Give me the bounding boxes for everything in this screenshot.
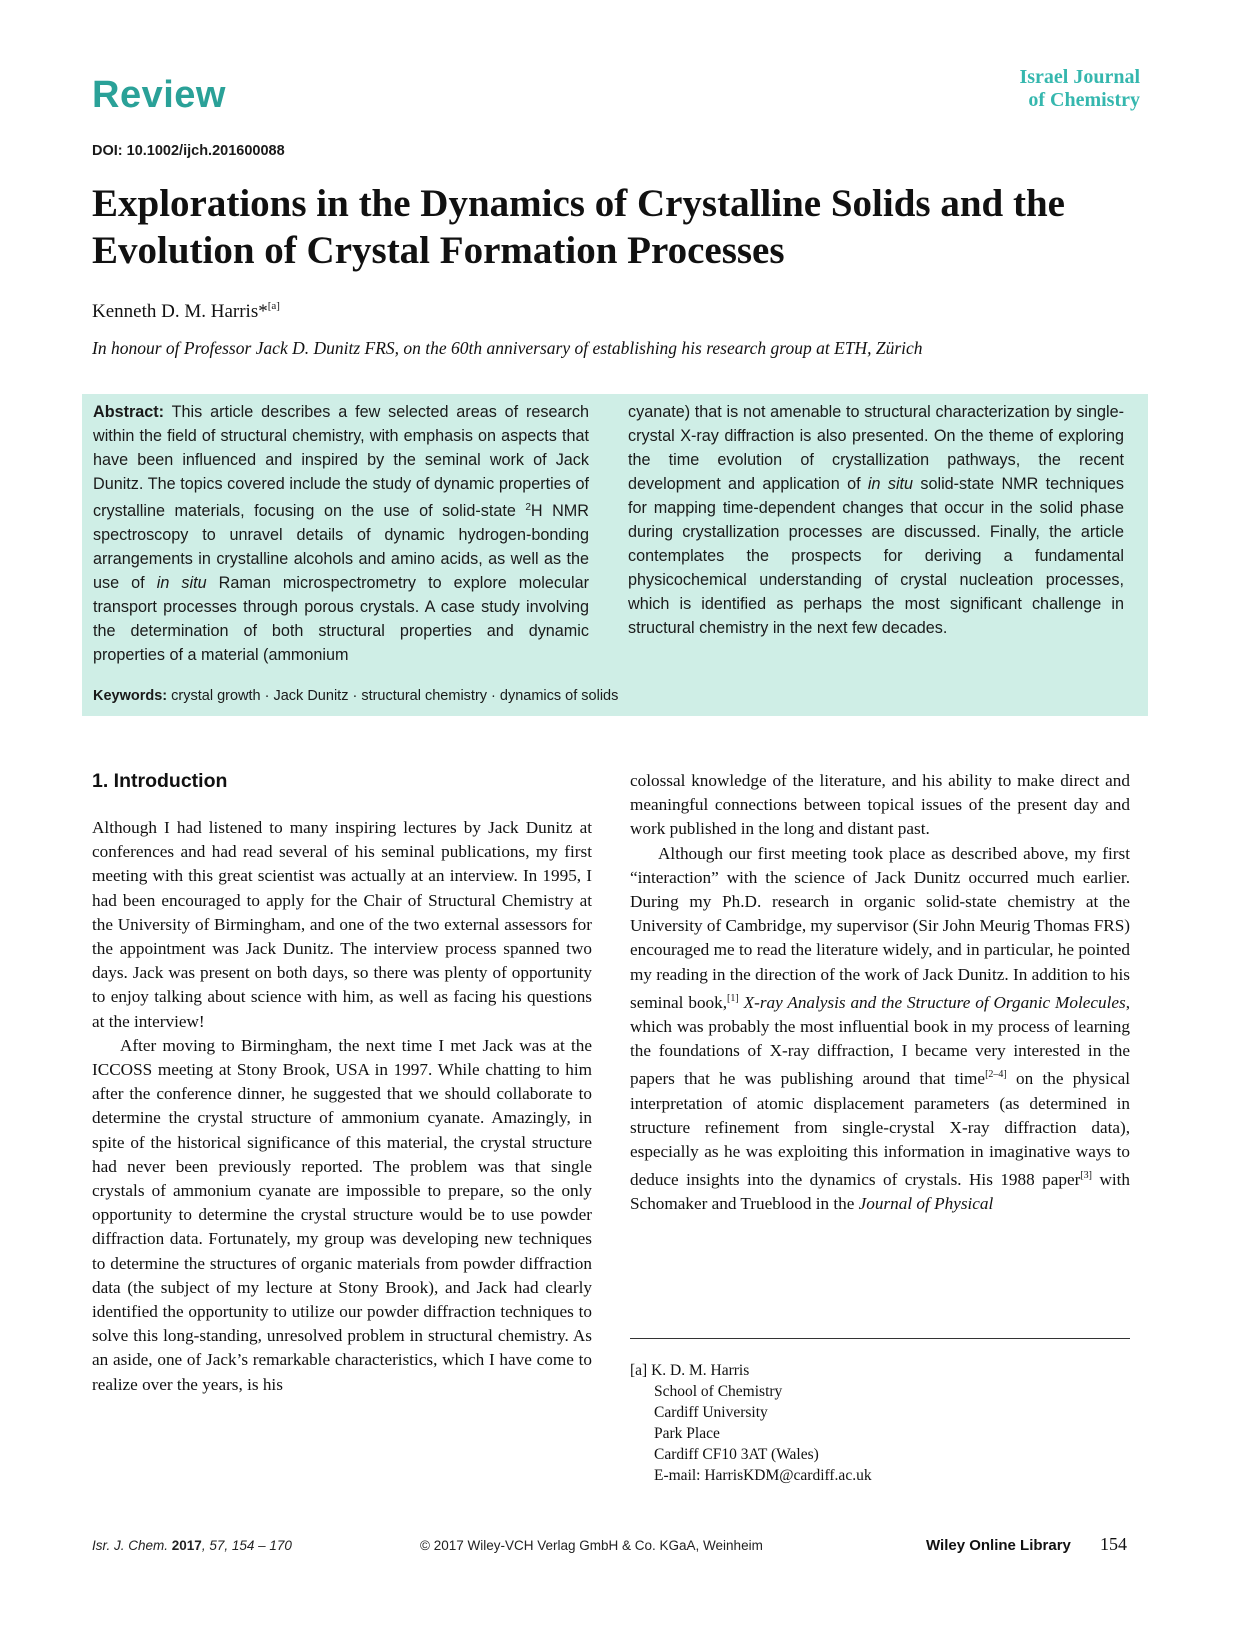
body-column-left	[92, 816, 592, 1397]
paragraph-text: , which was probably the most influential book in my process of learning the foundations of X-ray diffraction, I became very interested in the papers that he was publishing around that time	[630, 992, 1130, 1089]
journal-name: Journal of Physical	[858, 1194, 994, 1214]
footnote-mark: [a]	[630, 1362, 648, 1379]
keywords-text: crystal growth · Jack Dunitz · structural chemistry · dynamics of solids	[167, 688, 619, 704]
keywords	[93, 688, 618, 704]
section-tag: Review	[92, 74, 226, 116]
paragraph: Although I had listened to many inspiring lectures by Jack Dunitz at conferences and had read several of his seminal publications, my first meeting with this great scientist was actually at an interview. In 1995, I had been encouraged to apply for the Chair of Structural Chemistry at the University of Birmingham, and one of the two external assessors for the appointment was Jack Dunitz. The interview process spanned two days. Jack was present on both days, so there was plenty of opportunity to enjoy talking about science with him, as well as facing his questions at the interview!	[92, 818, 592, 1031]
citation-ref[interactable]: [1]	[727, 992, 739, 1004]
abstract-label: Abstract:	[93, 403, 165, 421]
paragraph: After moving to Birmingham, the next time I met Jack was at the ICCOSS meeting at Stony Brook, USA in 1997. While chatting to him after the conference dinner, he suggested that we should collaborate to determine the crystal structure of ammonium cyanate. Amazingly, in spite of the historical significance of this material, the crystal structure had never been previously reported. The problem was that single crystals of ammonium cyanate are impossible to prepare, so the only opportunity to determine the crystal structure would be to use powder diffraction data. Fortunately, my group was developing new techniques to determine the structures of organic materials from powder diffraction data (the subject of my lecture at Stony Brook), and Jack had clearly identified the opportunity to utilize our powder diffraction techniques to solve this long-standing, unresolved problem in structural chemistry. As an aside, one of Jack’s remarkable characteristics, which I have come to realize over the years, is his	[92, 1035, 592, 1394]
book-title: X-ray Analysis and the Structure of Organic Molecules	[738, 992, 1126, 1012]
footnote-line: School of Chemistry	[654, 1383, 783, 1400]
article-title: Explorations in the Dynamics of Crystalline Solids and the Evolution of Crystal Formation Processes	[92, 182, 1065, 272]
paragraph-text: with Schomaker and Trueblood in the	[630, 1170, 1131, 1214]
footer-journal-abbrev: Isr. J. Chem.	[92, 1538, 169, 1553]
footer-copyright: © 2017 Wiley-VCH Verlag GmbH & Co. KGaA, Weinheim	[420, 1538, 763, 1553]
footer-brand[interactable]: Wiley Online Library	[926, 1537, 1071, 1554]
author-line	[92, 300, 280, 323]
citation-ref[interactable]: [3]	[1080, 1170, 1092, 1182]
paragraph	[630, 842, 1130, 1217]
abstract-italic: in situ	[156, 574, 207, 592]
abstract-italic: in situ	[867, 475, 914, 493]
abstract-column-2	[628, 400, 1124, 640]
paragraph-text: on the physical interpretation of atomic displacement parameters (as determined in structure refinement from single-crystal X-ray diffraction data), especially as he was exploiting this information in imaginative ways to deduce insights into the dynamics of crystals. His 1988 paper	[630, 1069, 1130, 1190]
footer-year: 2017	[171, 1538, 202, 1553]
author-affiliation-mark: [a]	[267, 300, 280, 312]
section-heading-introduction: 1. Introduction	[92, 770, 228, 792]
paragraph-text: Although our first meeting took place as described above, my first “interaction” with the science of Jack Dunitz occurred much earlier. During my Ph.D. research in organic solid-state chemistry at the University of Cambridge, my supervisor (Sir John Meurig Thomas FRS) encouraged me to read the literature widely, and in particular, he pointed my reading in the direction of the work of Jack Dunitz. In addition to his seminal book,	[630, 843, 1130, 1012]
abstract-text: solid-state NMR techniques for mapping time-dependent changes that occur in the solid phase during crystallization processes are discussed. Finally, the article contemplates the prospects for deriving a fundamental physicochemical understanding of crystal nucleation processes, which is identified as perhaps the most significant challenge in structural chemistry in the next few decades.	[628, 475, 1124, 637]
abstract-superscript: 2	[525, 502, 531, 513]
journal-logo-line-2: of Chemistry	[1028, 89, 1140, 111]
doi[interactable]: DOI: 10.1002/ijch.201600088	[92, 143, 285, 159]
footnote-line: Cardiff University	[654, 1404, 768, 1421]
abstract-column-1	[93, 400, 589, 667]
keywords-label: Keywords:	[93, 688, 168, 704]
footnote-divider	[630, 1338, 1130, 1339]
footnote-line: Cardiff CF10 3AT (Wales)	[654, 1446, 819, 1463]
body-column-right	[630, 769, 1130, 1217]
footer-volume-pages: , 57, 154 – 170	[201, 1538, 292, 1553]
author-name: Kenneth D. M. Harris*	[92, 301, 268, 322]
dedication: In honour of Professor Jack D. Dunitz FRS, on the 60th anniversary of establishing his research group at ETH, Zürich	[92, 338, 923, 358]
page-number: 154	[1100, 1534, 1127, 1554]
abstract-text: H NMR spectroscopy to unravel details of dynamic hydrogen-bonding arrangements in crystalline alcohols and amino acids, as well as the use of	[93, 502, 589, 592]
footnote-line: K. D. M. Harris	[651, 1362, 750, 1379]
citation-ref[interactable]: [2–4]	[985, 1069, 1007, 1081]
footer-citation	[92, 1538, 292, 1553]
journal-logo-line-1: Israel Journal	[1019, 66, 1140, 88]
footnote-email[interactable]: E-mail: HarrisKDM@cardiff.ac.uk	[654, 1467, 872, 1484]
affiliation-footnote	[630, 1360, 872, 1486]
journal-logo	[940, 66, 1140, 112]
abstract-text: cyanate) that is not amenable to structural characterization by single-crystal X-ray diffraction is also presented. On the theme of exploring the time evolution of crystallization pathways, the recent development and application of	[628, 403, 1124, 493]
footnote-first-line	[630, 1360, 872, 1381]
footnote-line: Park Place	[654, 1425, 720, 1442]
abstract-text: Raman microspectrometry to explore molecular transport processes through porous crystals. A case study involving the determination of both structural properties and dynamic properties of a material (ammonium	[93, 574, 589, 664]
paragraph: colossal knowledge of the literature, and his ability to make direct and meaningful connections between topical issues of the present day and work published in the long and distant past.	[630, 771, 1130, 839]
abstract-text: This article describes a few selected areas of research within the field of structural chemistry, with emphasis on aspects that have been influenced and inspired by the seminal work of Jack Dunitz. The topics covered include the study of dynamic properties of crystalline materials, focusing on the use of solid-state	[93, 403, 589, 520]
